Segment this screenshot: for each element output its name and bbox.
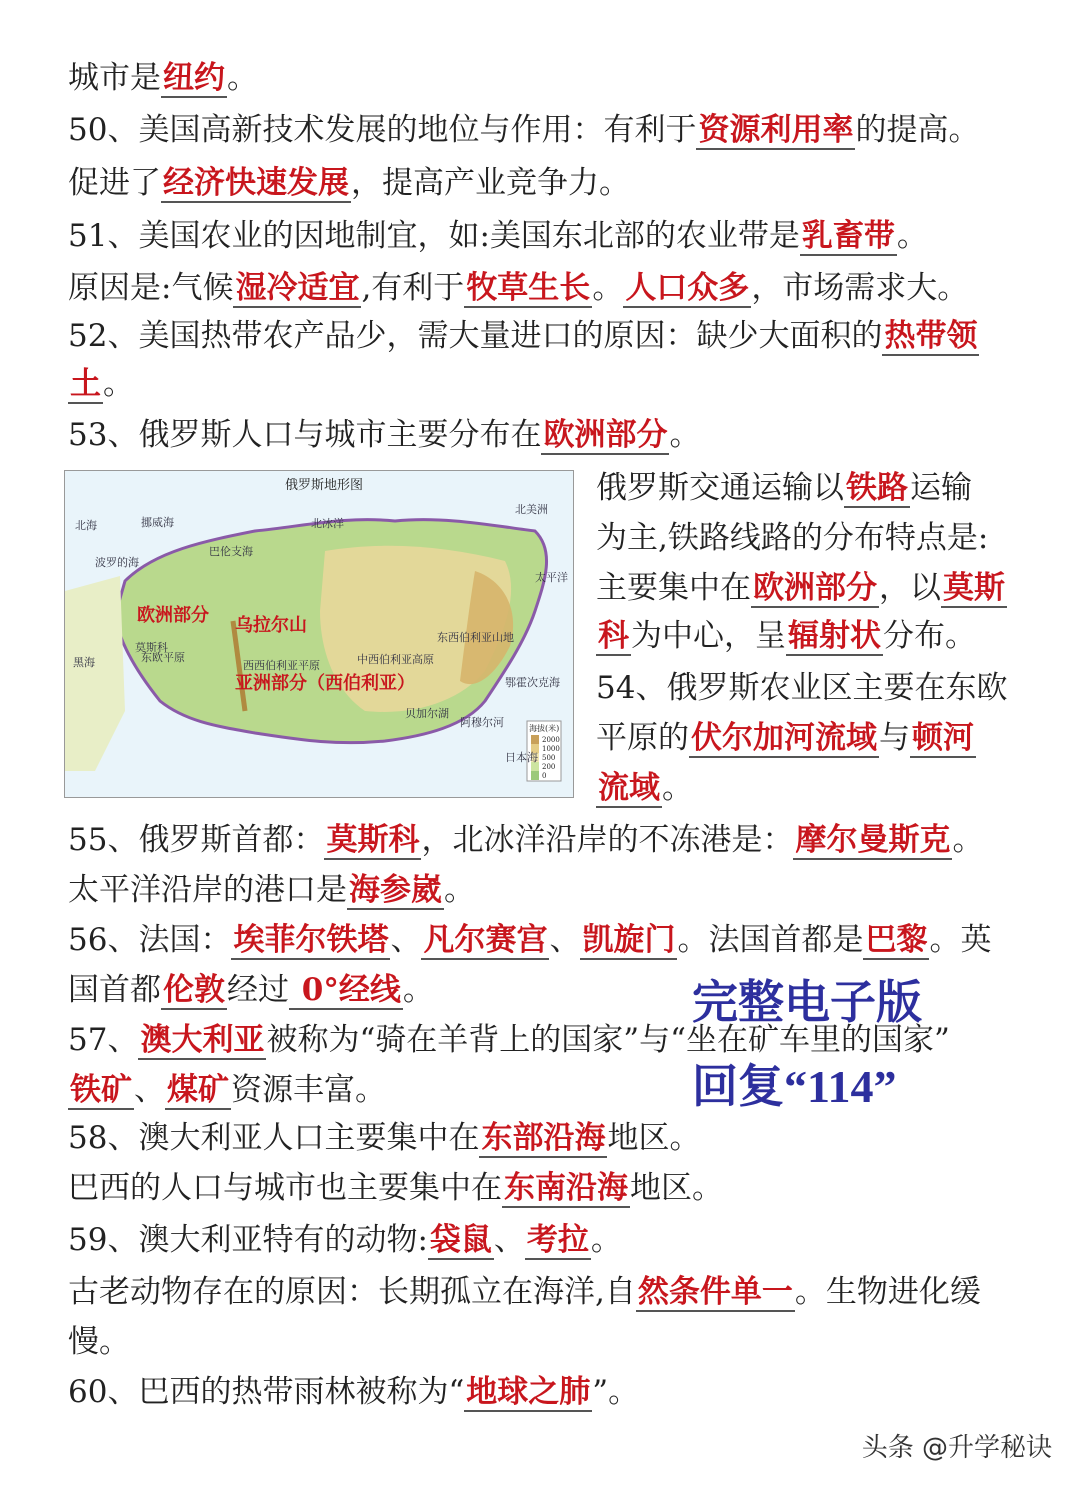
- map-label: 西西伯利亚平原: [243, 659, 320, 672]
- map-label: 波罗的海: [95, 556, 139, 569]
- map-label: 挪威海: [141, 516, 174, 529]
- line-text: 运输: [910, 470, 972, 506]
- line-text: 。: [590, 1222, 622, 1258]
- legend-swatch: [531, 735, 539, 744]
- line-text: 56、法国：: [68, 922, 232, 958]
- line-text: 。: [952, 822, 984, 858]
- line-text: 52、美国热带农产品少，需大量进口的原因：缺少大面积的: [68, 318, 883, 354]
- line-text: 主要集中在: [596, 570, 751, 606]
- text-line: [68, 865, 1020, 915]
- line-text: 地区。: [630, 1170, 723, 1206]
- text-line: [68, 1317, 1020, 1367]
- text-line: [596, 463, 1020, 513]
- text-line: [68, 1163, 1020, 1213]
- answer-text: 东部沿海: [481, 1120, 606, 1156]
- answer-text: 东南沿海: [504, 1170, 628, 1206]
- text-line: [68, 410, 1020, 460]
- legend-swatch: [531, 771, 539, 780]
- answer-text: 牧草生长: [466, 270, 591, 306]
- line-text: 。: [402, 972, 434, 1008]
- answer-text: 伦敦: [163, 972, 225, 1008]
- answer-text: 欧洲部分: [543, 417, 668, 453]
- text-line: [596, 513, 1020, 563]
- answer-text: 埃菲尔铁塔: [233, 922, 389, 958]
- text-line: [68, 105, 1020, 155]
- line-text: 54、俄罗斯农业区主要在东欧: [596, 670, 1008, 706]
- legend-value: 0: [542, 772, 547, 780]
- line-text: 国首都: [68, 972, 161, 1008]
- line-text: 57、: [68, 1022, 139, 1058]
- map-label: 欧洲部分: [137, 605, 209, 626]
- answer-text: 热带领: [884, 318, 978, 354]
- answer-text: 顿河: [912, 720, 974, 756]
- map-label: 鄂霍次克海: [505, 676, 560, 689]
- text-line: [68, 1215, 1020, 1265]
- answer-text: 凯旋门: [582, 922, 676, 958]
- line-text: 资源丰富。: [231, 1072, 386, 1108]
- line-text: 分布。: [883, 618, 976, 654]
- line-text: 平原的: [596, 720, 689, 756]
- line-text: 、: [390, 922, 422, 958]
- line-text: ，市场需求大。: [751, 270, 969, 306]
- line-text: 的提高。: [855, 112, 980, 148]
- answer-text: 欧洲部分: [753, 570, 877, 606]
- map-label: 中西伯利亚高原: [357, 653, 434, 666]
- map-label: 北美洲: [515, 503, 548, 516]
- watermark: 头条 @升学秘诀: [861, 1433, 1052, 1463]
- line-text: ”。: [592, 1374, 640, 1410]
- line-text: 。英: [929, 922, 992, 958]
- text-line: [596, 713, 1020, 763]
- answer-text: 地球之肺: [466, 1374, 591, 1410]
- answer-text: 人口众多: [625, 270, 750, 306]
- legend-value: 2000: [542, 736, 560, 744]
- line-text: 。生物进化缓: [794, 1274, 981, 1310]
- map-label: 北冰洋: [311, 517, 344, 530]
- text-line: [68, 53, 1020, 103]
- line-text: 被称为“骑在羊背上的国家”与“坐在矿车里的国家”: [266, 1022, 950, 1058]
- line-text: ，以: [879, 570, 941, 606]
- map-label: 巴伦支海: [209, 545, 253, 558]
- text-line: [68, 1367, 1020, 1417]
- line-text: 59、澳大利亚特有的动物:: [68, 1222, 428, 1258]
- map-label: 阿穆尔河: [460, 716, 504, 729]
- map-label: 贝加尔湖: [405, 707, 449, 720]
- line-text: 50、美国高新技术发展的地位与作用：有利于: [68, 112, 697, 148]
- line-text: 58、澳大利亚人口主要集中在: [68, 1120, 480, 1156]
- answer-text: 铁路: [846, 470, 908, 506]
- text-line: [596, 763, 1020, 813]
- text-line: [596, 563, 1020, 613]
- line-text: 古老动物存在的原因：长期孤立在海洋,自: [68, 1274, 636, 1310]
- line-text: 。法国首都是: [677, 922, 864, 958]
- map-label: 东欧平原: [141, 651, 185, 664]
- line-text: 。: [896, 218, 928, 254]
- line-text: 与: [879, 720, 910, 756]
- map-title: 俄罗斯地形图: [285, 478, 364, 493]
- promo-line-1: 完整电子版: [692, 975, 922, 1029]
- line-text: 经过: [227, 972, 289, 1008]
- line-text: ,有利于: [361, 270, 465, 306]
- line-text: 51、美国农业的因地制宜，如:美国东北部的农业带是: [68, 218, 800, 254]
- answer-text: 乳畜带: [801, 218, 895, 254]
- answer-text: 莫斯: [943, 570, 1005, 606]
- text-line: [596, 611, 1020, 661]
- map-label: 东西伯利亚山地: [437, 631, 514, 644]
- legend-value: 500: [542, 754, 556, 762]
- answer-text: 考拉: [526, 1222, 589, 1258]
- answer-text: 袋鼠: [429, 1222, 492, 1258]
- answer-text: 科: [598, 618, 629, 654]
- answer-text: 铁矿: [70, 1072, 132, 1108]
- answer-text: 莫斯科: [326, 822, 420, 858]
- text-line: [68, 815, 1020, 865]
- map-label: 日本海: [505, 751, 538, 764]
- line-text: ，提高产业竞争力。: [351, 165, 630, 201]
- answer-text: 澳大利亚: [140, 1022, 265, 1058]
- line-text: 。: [592, 270, 624, 306]
- map-label: 莫斯科: [135, 641, 168, 654]
- answer-text: 海参崴: [349, 872, 442, 908]
- text-line: [68, 211, 1020, 261]
- map-label: 太平洋: [535, 571, 568, 584]
- answer-text: 湿冷适宜: [235, 270, 360, 306]
- answer-text: 纽约: [163, 60, 225, 96]
- line-text: 、: [549, 922, 581, 958]
- line-text: 为中心，呈: [631, 618, 786, 654]
- text-line: [68, 915, 1020, 965]
- legend-value: 200: [542, 763, 556, 771]
- text-line: [596, 663, 1020, 713]
- line-text: 53、俄罗斯人口与城市主要分布在: [68, 417, 542, 453]
- answer-text: 资源利用率: [698, 112, 854, 148]
- answer-text: 伏尔加河流域: [691, 720, 877, 756]
- line-text: 太平洋沿岸的港口是: [68, 872, 347, 908]
- line-text: 促进了: [68, 165, 161, 201]
- map-label: 北海: [75, 519, 97, 532]
- answer-text: 凡尔赛宫: [423, 922, 548, 958]
- text-line: [68, 1267, 1020, 1317]
- answer-text: 经济快速发展: [163, 165, 349, 201]
- answer-text: 煤矿: [167, 1072, 229, 1108]
- line-text: ，北冰洋沿岸的不冻港是：: [421, 822, 794, 858]
- line-text: 。: [662, 770, 693, 806]
- text-line: [68, 1113, 1020, 1163]
- line-text: 。: [669, 417, 701, 453]
- text-line: [68, 359, 1020, 409]
- line-text: 55、俄罗斯首都：: [68, 822, 325, 858]
- answer-text: 土: [70, 366, 101, 402]
- line-text: 城市是: [68, 60, 161, 96]
- line-text: 、: [493, 1222, 525, 1258]
- answer-text: 辐射状: [788, 618, 881, 654]
- line-text: 、: [134, 1072, 165, 1108]
- answer-text: 0°经线: [291, 972, 401, 1008]
- line-text: 原因是:气候: [68, 270, 234, 306]
- line-text: 地区。: [607, 1120, 701, 1156]
- line-text: 。: [444, 872, 475, 908]
- legend-title: 海拔(米): [529, 724, 560, 733]
- text-line: [68, 311, 1020, 361]
- answer-text: 然条件单一: [637, 1274, 793, 1310]
- legend-value: 1000: [542, 745, 560, 753]
- line-text: 俄罗斯交通运输以: [596, 470, 844, 506]
- line-text: 巴西的人口与城市也主要集中在: [68, 1170, 502, 1206]
- promo-line-2: 回复“114”: [692, 1061, 897, 1112]
- line-text: 。: [227, 60, 258, 96]
- line-text: 60、巴西的热带雨林被称为“: [68, 1374, 465, 1410]
- text-line: [68, 158, 1020, 208]
- russia-terrain-map: [64, 470, 574, 798]
- answer-text: 流域: [598, 770, 660, 806]
- line-text: 。: [103, 366, 134, 402]
- map-label: 乌拉尔山: [235, 615, 307, 636]
- line-text: 慢。: [68, 1324, 130, 1360]
- map-label: 亚洲部分（西伯利亚）: [235, 673, 415, 694]
- answer-text: 巴黎: [865, 922, 928, 958]
- line-text: 为主,铁路线路的分布特点是:: [596, 520, 989, 556]
- answer-text: 摩尔曼斯克: [795, 822, 951, 858]
- map-label: 黑海: [73, 656, 95, 669]
- text-line: [68, 263, 1020, 313]
